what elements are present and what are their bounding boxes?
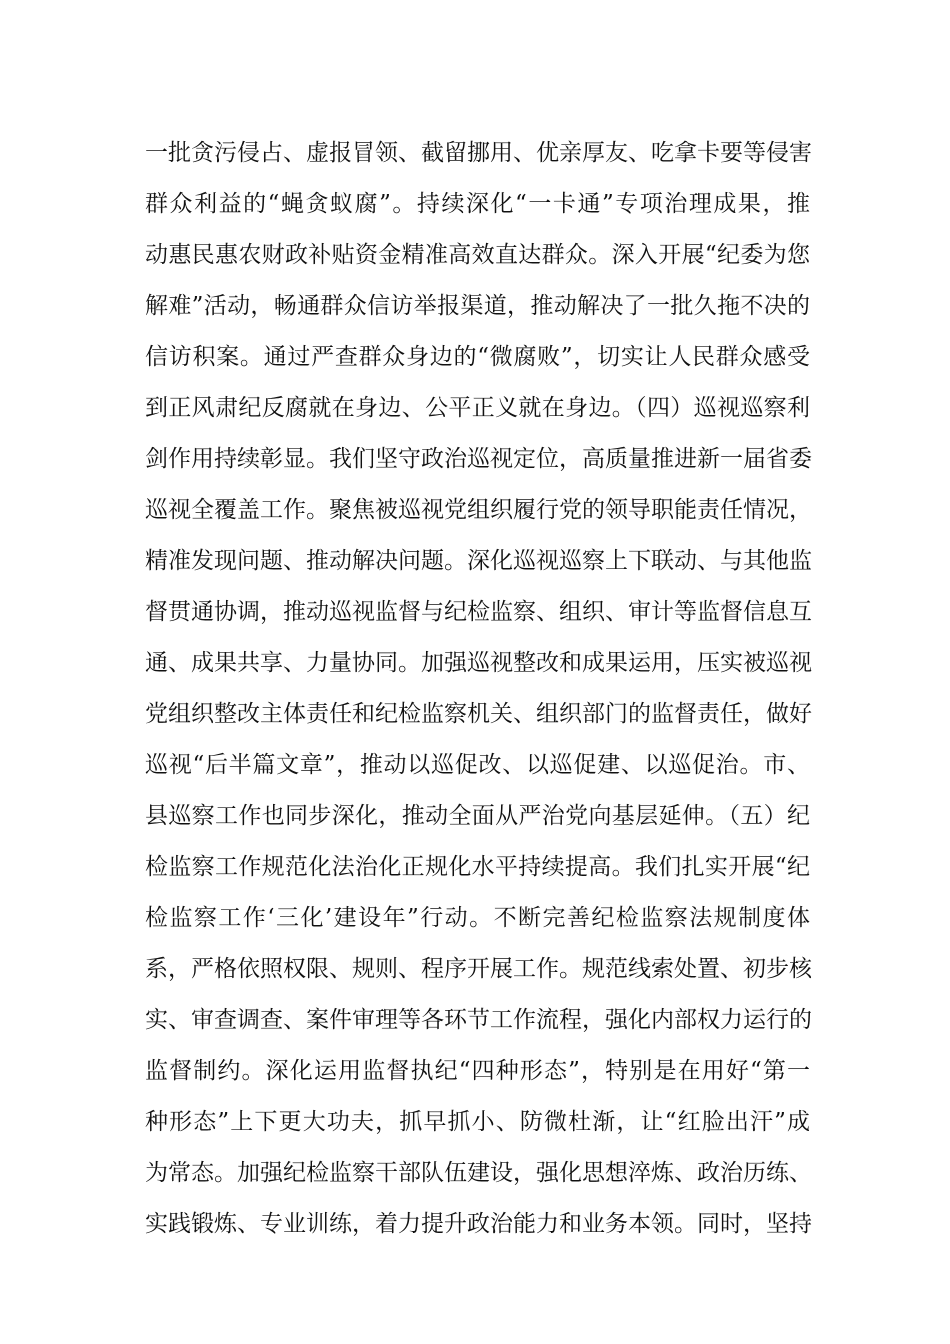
text-line: 党组织整改主体责任和纪检监察机关、组织部门的监督责任，做好	[145, 701, 812, 727]
text-line: 督贯通协调，推动巡视监督与纪检监察、组织、审计等监督信息互	[145, 599, 812, 625]
text-line: 动惠民惠农财政补贴资金精准高效直达群众。深入开展“纪委为您	[145, 242, 810, 268]
text-line: 一批贪污侵占、虚报冒领、截留挪用、优亲厚友、吃拿卡要等侵害	[145, 140, 812, 166]
text-line: 到正风肃纪反腐就在身边、公平正义就在身边。（四）巡视巡察利	[145, 395, 810, 421]
text-line: 为常态。加强纪检监察干部队伍建设，强化思想淬炼、政治历练、	[145, 1160, 812, 1186]
text-line: 系，严格依照权限、规则、程序开展工作。规范线索处置、初步核	[145, 956, 812, 982]
text-line: 剑作用持续彰显。我们坚守政治巡视定位，高质量推进新一届省委	[145, 446, 812, 472]
text-line: 精准发现问题、推动解决问题。深化巡视巡察上下联动、与其他监	[145, 548, 812, 574]
body-paragraph	[145, 128, 810, 1250]
text-line: 实践锻炼、专业训练，着力提升政治能力和业务本领。同时，坚持	[145, 1211, 812, 1237]
text-line: 巡视“后半篇文章”，推动以巡促改、以巡促建、以巡促治。市、	[145, 752, 810, 778]
text-line: 群众利益的“蝇贪蚁腐”。持续深化“一卡通”专项治理成果，推	[145, 191, 810, 217]
text-line: 巡视全覆盖工作。聚焦被巡视党组织履行党的领导职能责任情况，	[145, 497, 812, 523]
text-line: 解难”活动，畅通群众信访举报渠道，推动解决了一批久拖不决的	[145, 293, 810, 319]
text-line: 县巡察工作也同步深化，推动全面从严治党向基层延伸。（五）纪	[145, 803, 810, 829]
text-line: 实、审查调查、案件审理等各环节工作流程，强化内部权力运行的	[145, 1007, 812, 1033]
text-line: 种形态”上下更大功夫，抓早抓小、防微杜渐，让“红脸出汗”成	[145, 1109, 810, 1135]
text-line: 信访积案。通过严查群众身边的“微腐败”，切实让人民群众感受	[145, 344, 810, 370]
text-line: 通、成果共享、力量协同。加强巡视整改和成果运用，压实被巡视	[145, 650, 812, 676]
text-line: 检监察工作规范化法治化正规化水平持续提高。我们扎实开展“纪	[145, 854, 810, 880]
text-line: 监督制约。深化运用监督执纪“四种形态”，特别是在用好“第一	[145, 1058, 810, 1084]
text-line: 检监察工作‘三化’建设年”行动。不断完善纪检监察法规制度体	[145, 905, 810, 931]
